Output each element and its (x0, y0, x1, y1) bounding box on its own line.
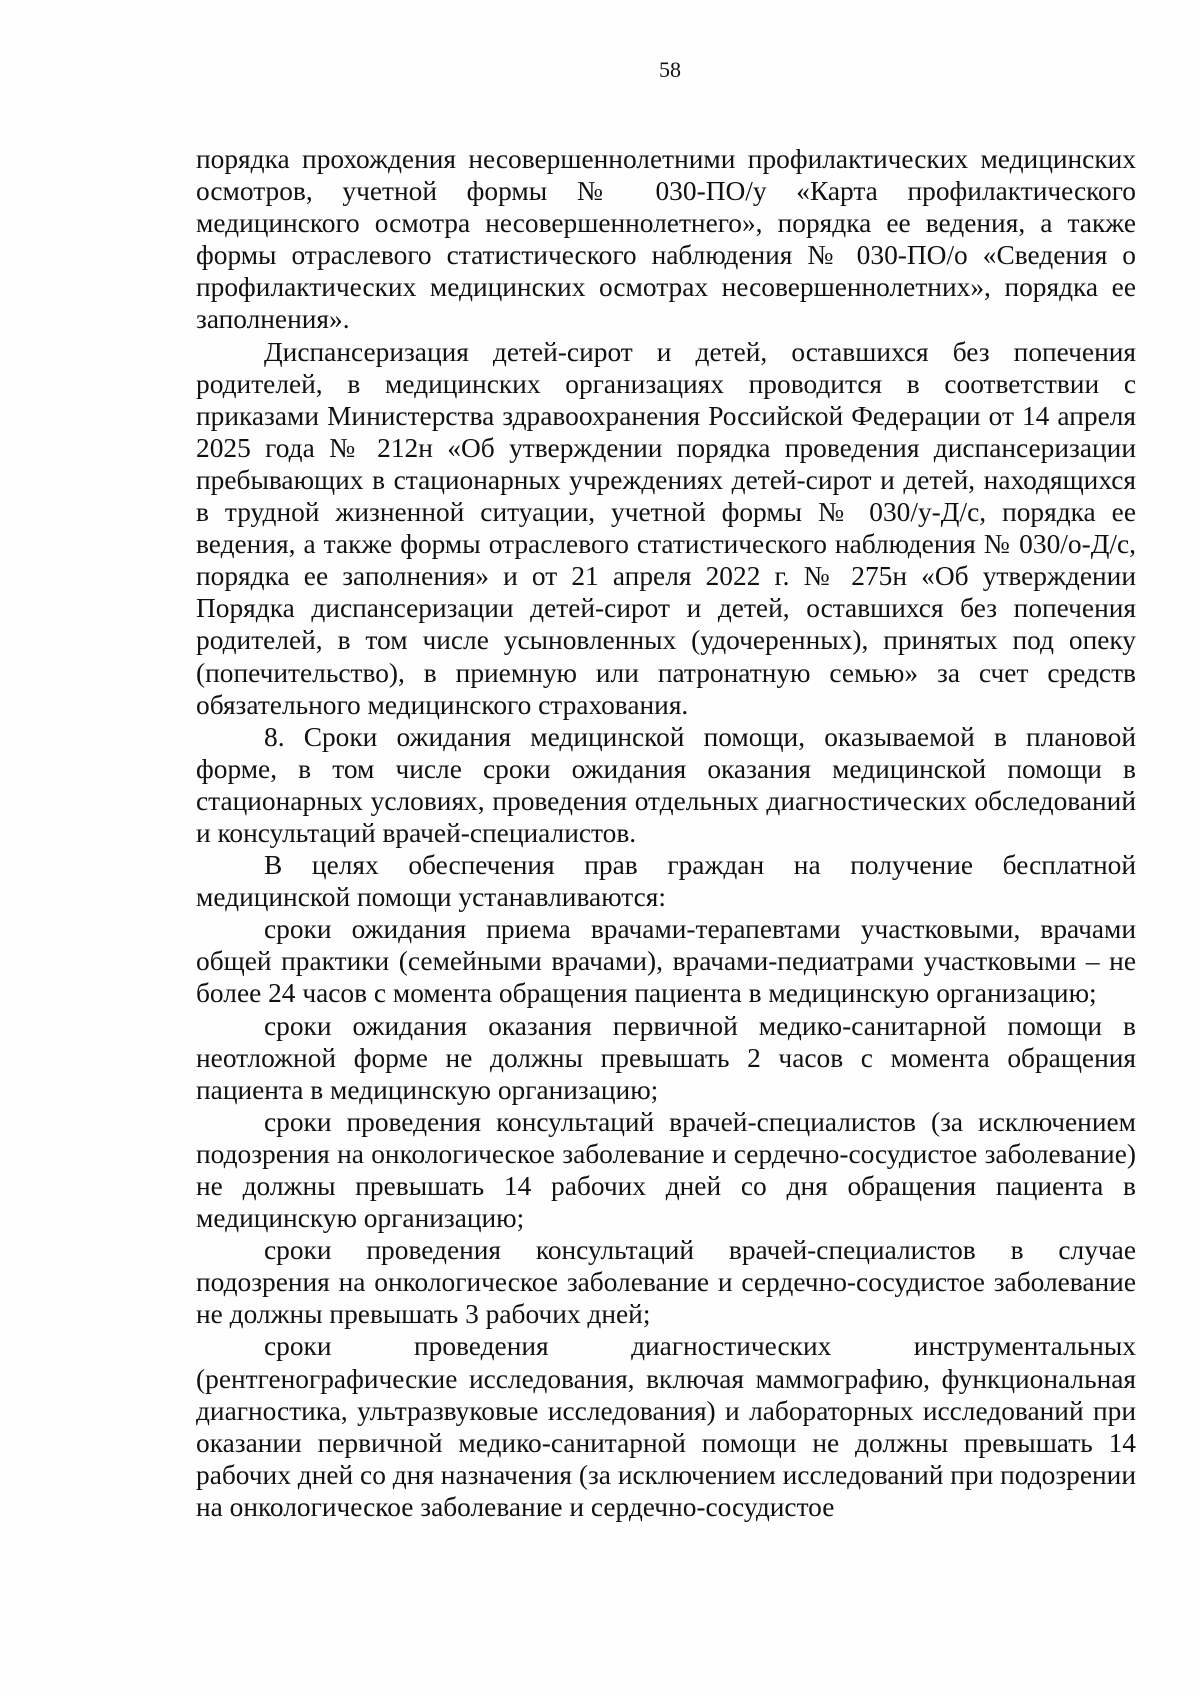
body-text (196, 143, 1136, 1523)
page-number: 58 (659, 57, 681, 82)
paragraph-term-urgent-care: сроки ожидания оказания первичной медико-санитарной помощи в неотложной форме не должны превышать 2 часов с момента обращения пациента в медицинскую организацию; (196, 1010, 1136, 1105)
paragraph-term-oncology-consult: сроки проведения консультаций врачей-специалистов в случае подозрения на онкологическое заболевание и сердечно-сосудистое заболевание не должны превышать 3 рабочих дней; (196, 1235, 1136, 1330)
paragraph-term-specialist-consult: сроки проведения консультаций врачей-специалистов (за исключением подозрения на онкологическое заболевание и сердечно-сосудистое заболевание) не должны превышать 14 рабочих дней со дня обращения пациента в медицинскую организацию; (196, 1106, 1136, 1234)
paragraph-term-diagnostics: сроки проведения диагностических инструментальных (рентгенографические исследования, включая маммографию, функциональная диагностика, ультразвуковые исследования) и лабораторных исследований при оказании первичной медико-санитарной помощи не должны превышать 14 рабочих дней со дня назначения (за исключением исследований при подозрении на онкологическое заболевание и сердечно-сосудистое (196, 1331, 1136, 1522)
paragraph-section-8-heading: 8. Сроки ожидания медицинской помощи, оказываемой в плановой форме, в том числе сроки ожидания оказания медицинской помощи в стационарных условиях, проведения отдельных диагностических обследований и консультаций врачей-специалистов. (196, 721, 1136, 848)
paragraph-orphan-dispensarization: Диспансеризация детей-сирот и детей, оставшихся без попечения родителей, в медицинских организациях проводится в соответствии с приказами Министерства здравоохранения Российской Федерации от 14 апреля 2025 года № 212н «Об утверждении порядка проведения диспансеризации пребывающих в стационарных учреждениях детей-сирот и детей, находящихся в трудной жизненной ситуации, учетной формы № 030/у-Д/с, порядка ее ведения, а также формы отраслевого статистического наблюдения № 030/о-Д/с, порядка ее заполнения» и от 21 апреля 2022 г. № 275н «Об утверждении Порядка диспансеризации детей-сирот и детей, оставшихся без попечения родителей, в том числе усыновленных (удочеренных), принятых под опеку (попечительство), в приемную или патронатную семью» за счет средств обязательного медицинского страхования. (196, 336, 1136, 720)
paragraph-term-primary-reception: сроки ожидания приема врачами-терапевтами участковыми, врачами общей практики (семейными врачами), врачами-педиатрами участковыми – не более 24 часов с момента обращения пациента в медицинскую организацию; (196, 914, 1136, 1009)
paragraph-rights-intro: В целях обеспечения прав граждан на получение бесплатной медицинской помощи устанавливаются: (196, 850, 1136, 913)
paragraph-order-continuation: порядка прохождения несовершеннолетними профилактических медицинских осмотров, учетной формы № 030-ПО/у «Карта профилактического медицинского осмотра несовершеннолетнего», порядка ее ведения, а также формы отраслевого статистического наблюдения № 030-ПО/о «Сведения о профилактических медицинских осмотрах несовершеннолетних», порядка ее заполнения». (196, 144, 1136, 335)
